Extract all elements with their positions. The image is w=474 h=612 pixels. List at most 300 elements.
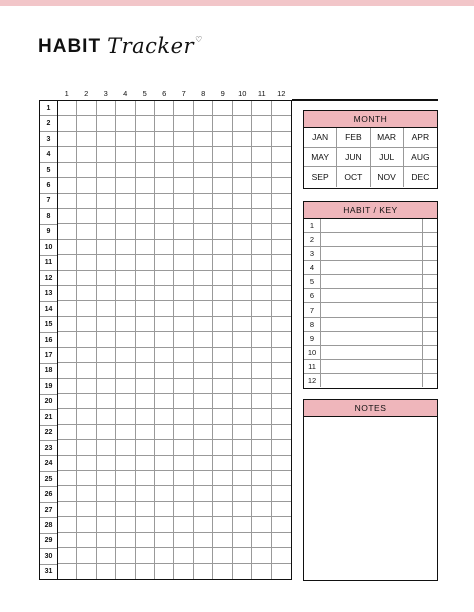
grid-cell[interactable] bbox=[194, 548, 213, 563]
grid-cell[interactable] bbox=[194, 409, 213, 424]
grid-cell[interactable] bbox=[272, 409, 291, 424]
grid-cell[interactable] bbox=[174, 394, 193, 409]
habit-name-field[interactable] bbox=[321, 233, 423, 246]
grid-cell[interactable] bbox=[58, 116, 77, 131]
grid-cell[interactable] bbox=[58, 394, 77, 409]
grid-cell[interactable] bbox=[252, 163, 271, 178]
grid-cell[interactable] bbox=[233, 548, 252, 563]
grid-cell[interactable] bbox=[155, 332, 174, 347]
grid-cell[interactable] bbox=[272, 486, 291, 501]
grid-cell[interactable] bbox=[97, 194, 116, 209]
grid-cell[interactable] bbox=[272, 394, 291, 409]
grid-cell[interactable] bbox=[174, 533, 193, 548]
grid-cell[interactable] bbox=[58, 240, 77, 255]
grid-cell[interactable] bbox=[116, 517, 135, 532]
grid-cell[interactable] bbox=[97, 271, 116, 286]
grid-cell[interactable] bbox=[194, 301, 213, 316]
grid-cell[interactable] bbox=[155, 564, 174, 579]
grid-cell[interactable] bbox=[97, 301, 116, 316]
grid-cell[interactable] bbox=[194, 486, 213, 501]
grid-cell[interactable] bbox=[116, 132, 135, 147]
grid-cell[interactable] bbox=[194, 101, 213, 116]
grid-cell[interactable] bbox=[155, 548, 174, 563]
grid-cell[interactable] bbox=[136, 409, 155, 424]
habit-name-field[interactable] bbox=[321, 247, 423, 260]
grid-cell[interactable] bbox=[77, 271, 96, 286]
grid-cell[interactable] bbox=[136, 194, 155, 209]
grid-cell[interactable] bbox=[155, 132, 174, 147]
habit-name-field[interactable] bbox=[321, 332, 423, 345]
grid-cell[interactable] bbox=[155, 178, 174, 193]
grid-cell[interactable] bbox=[136, 348, 155, 363]
grid-cell[interactable] bbox=[77, 178, 96, 193]
grid-cell[interactable] bbox=[272, 379, 291, 394]
grid-cell[interactable] bbox=[194, 271, 213, 286]
grid-cell[interactable] bbox=[97, 317, 116, 332]
grid-cell[interactable] bbox=[58, 533, 77, 548]
grid-cell[interactable] bbox=[116, 286, 135, 301]
grid-cell[interactable] bbox=[58, 425, 77, 440]
grid-cell[interactable] bbox=[174, 440, 193, 455]
grid-cell[interactable] bbox=[233, 379, 252, 394]
grid-cell[interactable] bbox=[77, 502, 96, 517]
grid-cell[interactable] bbox=[58, 471, 77, 486]
grid-cell[interactable] bbox=[77, 163, 96, 178]
grid-cell[interactable] bbox=[136, 209, 155, 224]
grid-cell[interactable] bbox=[116, 240, 135, 255]
grid-cell[interactable] bbox=[194, 502, 213, 517]
grid-cell[interactable] bbox=[233, 271, 252, 286]
grid-cell[interactable] bbox=[174, 194, 193, 209]
grid-cell[interactable] bbox=[155, 271, 174, 286]
grid-cell[interactable] bbox=[116, 363, 135, 378]
grid-cell[interactable] bbox=[233, 471, 252, 486]
grid-cell[interactable] bbox=[97, 548, 116, 563]
grid-cell[interactable] bbox=[116, 548, 135, 563]
grid-cell[interactable] bbox=[77, 471, 96, 486]
grid-cell[interactable] bbox=[213, 194, 232, 209]
grid-cell[interactable] bbox=[58, 517, 77, 532]
grid-cell[interactable] bbox=[213, 147, 232, 162]
grid-cell[interactable] bbox=[136, 301, 155, 316]
grid-cell[interactable] bbox=[97, 224, 116, 239]
grid-cell[interactable] bbox=[116, 101, 135, 116]
grid-cell[interactable] bbox=[116, 255, 135, 270]
grid-cell[interactable] bbox=[174, 101, 193, 116]
grid-cell[interactable] bbox=[233, 163, 252, 178]
grid-cell[interactable] bbox=[77, 101, 96, 116]
habit-key-box[interactable] bbox=[423, 219, 437, 232]
grid-cell[interactable] bbox=[174, 517, 193, 532]
grid-cell[interactable] bbox=[77, 517, 96, 532]
grid-cell[interactable] bbox=[77, 286, 96, 301]
grid-cell[interactable] bbox=[77, 394, 96, 409]
grid-cell[interactable] bbox=[136, 548, 155, 563]
grid-cell[interactable] bbox=[272, 317, 291, 332]
month-option[interactable]: JUN bbox=[337, 148, 370, 168]
habit-key-box[interactable] bbox=[423, 233, 437, 246]
grid-cell[interactable] bbox=[194, 425, 213, 440]
grid-cell[interactable] bbox=[252, 178, 271, 193]
grid-cell[interactable] bbox=[174, 502, 193, 517]
grid-cell[interactable] bbox=[174, 271, 193, 286]
grid-cell[interactable] bbox=[272, 101, 291, 116]
grid-cell[interactable] bbox=[252, 348, 271, 363]
grid-cell[interactable] bbox=[174, 425, 193, 440]
grid-cell[interactable] bbox=[252, 440, 271, 455]
grid-cell[interactable] bbox=[97, 255, 116, 270]
grid-cell[interactable] bbox=[272, 502, 291, 517]
grid-cell[interactable] bbox=[58, 348, 77, 363]
grid-cell[interactable] bbox=[213, 271, 232, 286]
grid-cell[interactable] bbox=[77, 301, 96, 316]
grid-cell[interactable] bbox=[58, 548, 77, 563]
grid-cell[interactable] bbox=[77, 533, 96, 548]
habit-name-field[interactable] bbox=[321, 275, 423, 288]
grid-cell[interactable] bbox=[58, 409, 77, 424]
grid-cell[interactable] bbox=[116, 456, 135, 471]
grid-cell[interactable] bbox=[213, 409, 232, 424]
grid-cell[interactable] bbox=[116, 486, 135, 501]
grid-cell[interactable] bbox=[155, 301, 174, 316]
habit-key-box[interactable] bbox=[423, 360, 437, 373]
grid-cell[interactable] bbox=[58, 564, 77, 579]
grid-cell[interactable] bbox=[116, 116, 135, 131]
grid-cell[interactable] bbox=[58, 301, 77, 316]
grid-cell[interactable] bbox=[272, 255, 291, 270]
grid-cell[interactable] bbox=[116, 409, 135, 424]
grid-cell[interactable] bbox=[213, 564, 232, 579]
grid-cell[interactable] bbox=[252, 101, 271, 116]
grid-cell[interactable] bbox=[194, 564, 213, 579]
grid-cell[interactable] bbox=[194, 456, 213, 471]
grid-cell[interactable] bbox=[77, 132, 96, 147]
grid-cell[interactable] bbox=[233, 533, 252, 548]
grid-cell[interactable] bbox=[233, 394, 252, 409]
grid-cell[interactable] bbox=[136, 271, 155, 286]
grid-cell[interactable] bbox=[213, 286, 232, 301]
grid-cell[interactable] bbox=[136, 363, 155, 378]
grid-cell[interactable] bbox=[97, 348, 116, 363]
grid-cell[interactable] bbox=[155, 486, 174, 501]
habit-name-field[interactable] bbox=[321, 374, 423, 387]
grid-cell[interactable] bbox=[194, 471, 213, 486]
grid-cell[interactable] bbox=[136, 317, 155, 332]
grid-cell[interactable] bbox=[194, 240, 213, 255]
grid-cell[interactable] bbox=[136, 471, 155, 486]
grid-cell[interactable] bbox=[233, 209, 252, 224]
grid-cell[interactable] bbox=[136, 379, 155, 394]
grid-cell[interactable] bbox=[194, 348, 213, 363]
grid-cell[interactable] bbox=[194, 517, 213, 532]
grid-cell[interactable] bbox=[77, 255, 96, 270]
grid-cell[interactable] bbox=[194, 178, 213, 193]
grid-cell[interactable] bbox=[174, 317, 193, 332]
grid-cell[interactable] bbox=[194, 163, 213, 178]
grid-cell[interactable] bbox=[174, 116, 193, 131]
grid-cell[interactable] bbox=[97, 286, 116, 301]
grid-cell[interactable] bbox=[58, 332, 77, 347]
habit-name-field[interactable] bbox=[321, 219, 423, 232]
grid-cell[interactable] bbox=[116, 533, 135, 548]
grid-cell[interactable] bbox=[155, 348, 174, 363]
grid-cell[interactable] bbox=[58, 255, 77, 270]
grid-cell[interactable] bbox=[233, 194, 252, 209]
grid-cell[interactable] bbox=[136, 440, 155, 455]
grid-cell[interactable] bbox=[174, 564, 193, 579]
grid-cell[interactable] bbox=[174, 224, 193, 239]
grid-cell[interactable] bbox=[155, 163, 174, 178]
grid-cell[interactable] bbox=[252, 147, 271, 162]
grid-cell[interactable] bbox=[136, 286, 155, 301]
grid-cell[interactable] bbox=[272, 116, 291, 131]
grid-cell[interactable] bbox=[136, 533, 155, 548]
grid-cell[interactable] bbox=[233, 440, 252, 455]
grid-cell[interactable] bbox=[233, 502, 252, 517]
grid-cell[interactable] bbox=[194, 194, 213, 209]
grid-cell[interactable] bbox=[272, 517, 291, 532]
grid-cell[interactable] bbox=[97, 440, 116, 455]
grid-cell[interactable] bbox=[174, 348, 193, 363]
grid-cell[interactable] bbox=[97, 240, 116, 255]
grid-cell[interactable] bbox=[174, 332, 193, 347]
grid-cell[interactable] bbox=[233, 224, 252, 239]
grid-cell[interactable] bbox=[116, 209, 135, 224]
grid-cell[interactable] bbox=[252, 132, 271, 147]
grid-cell[interactable] bbox=[155, 224, 174, 239]
grid-cell[interactable] bbox=[252, 548, 271, 563]
grid-cell[interactable] bbox=[155, 394, 174, 409]
grid-cell[interactable] bbox=[97, 132, 116, 147]
grid-cell[interactable] bbox=[174, 240, 193, 255]
grid-cell[interactable] bbox=[174, 132, 193, 147]
grid-cell[interactable] bbox=[272, 271, 291, 286]
grid-cell[interactable] bbox=[97, 502, 116, 517]
grid-cell[interactable] bbox=[58, 486, 77, 501]
habit-key-box[interactable] bbox=[423, 261, 437, 274]
grid-cell[interactable] bbox=[252, 317, 271, 332]
grid-cell[interactable] bbox=[136, 394, 155, 409]
grid-cell[interactable] bbox=[58, 132, 77, 147]
grid-cell[interactable] bbox=[213, 548, 232, 563]
grid-cell[interactable] bbox=[155, 425, 174, 440]
grid-cell[interactable] bbox=[97, 471, 116, 486]
grid-cell[interactable] bbox=[233, 255, 252, 270]
grid-cell[interactable] bbox=[97, 178, 116, 193]
grid-cell[interactable] bbox=[116, 348, 135, 363]
grid-cell[interactable] bbox=[213, 425, 232, 440]
grid-cell[interactable] bbox=[233, 101, 252, 116]
grid-cell[interactable] bbox=[155, 286, 174, 301]
grid-cell[interactable] bbox=[233, 456, 252, 471]
grid-cell[interactable] bbox=[272, 224, 291, 239]
grid-cell[interactable] bbox=[136, 101, 155, 116]
grid-cell[interactable] bbox=[77, 486, 96, 501]
grid-cell[interactable] bbox=[194, 132, 213, 147]
grid-cell[interactable] bbox=[77, 147, 96, 162]
grid-cell[interactable] bbox=[194, 379, 213, 394]
grid-cell[interactable] bbox=[252, 301, 271, 316]
grid-cell[interactable] bbox=[174, 178, 193, 193]
grid-cell[interactable] bbox=[97, 456, 116, 471]
grid-cell[interactable] bbox=[272, 425, 291, 440]
grid-cell[interactable] bbox=[136, 425, 155, 440]
grid-cell[interactable] bbox=[194, 394, 213, 409]
grid-cell[interactable] bbox=[213, 379, 232, 394]
grid-cell[interactable] bbox=[252, 194, 271, 209]
grid-cell[interactable] bbox=[233, 132, 252, 147]
grid-cell[interactable] bbox=[77, 224, 96, 239]
habit-name-field[interactable] bbox=[321, 303, 423, 316]
grid-cell[interactable] bbox=[77, 440, 96, 455]
grid-cell[interactable] bbox=[213, 240, 232, 255]
grid-cell[interactable] bbox=[136, 502, 155, 517]
grid-cell[interactable] bbox=[136, 517, 155, 532]
grid-cell[interactable] bbox=[252, 517, 271, 532]
grid-cell[interactable] bbox=[97, 564, 116, 579]
grid-cell[interactable] bbox=[213, 394, 232, 409]
grid-cell[interactable] bbox=[116, 471, 135, 486]
habit-key-box[interactable] bbox=[423, 346, 437, 359]
grid-cell[interactable] bbox=[155, 409, 174, 424]
grid-cell[interactable] bbox=[116, 224, 135, 239]
grid-cell[interactable] bbox=[233, 116, 252, 131]
grid-cell[interactable] bbox=[194, 440, 213, 455]
grid-cell[interactable] bbox=[97, 486, 116, 501]
grid-cell[interactable] bbox=[155, 209, 174, 224]
grid-cell[interactable] bbox=[116, 394, 135, 409]
grid-cell[interactable] bbox=[97, 332, 116, 347]
grid-cell[interactable] bbox=[213, 440, 232, 455]
grid-cell[interactable] bbox=[174, 255, 193, 270]
grid-cell[interactable] bbox=[213, 224, 232, 239]
grid-cell[interactable] bbox=[272, 348, 291, 363]
grid-cell[interactable] bbox=[136, 564, 155, 579]
grid-cell[interactable] bbox=[213, 301, 232, 316]
grid-cell[interactable] bbox=[272, 440, 291, 455]
grid-cell[interactable] bbox=[77, 548, 96, 563]
grid-cell[interactable] bbox=[233, 301, 252, 316]
grid-cell[interactable] bbox=[58, 163, 77, 178]
grid-cell[interactable] bbox=[194, 224, 213, 239]
grid-cell[interactable] bbox=[155, 471, 174, 486]
grid-cell[interactable] bbox=[213, 101, 232, 116]
grid-cell[interactable] bbox=[116, 440, 135, 455]
grid-cell[interactable] bbox=[272, 548, 291, 563]
grid-cell[interactable] bbox=[116, 332, 135, 347]
grid-cell[interactable] bbox=[174, 486, 193, 501]
grid-cell[interactable] bbox=[116, 147, 135, 162]
grid-cell[interactable] bbox=[58, 440, 77, 455]
grid-cell[interactable] bbox=[174, 548, 193, 563]
habit-name-field[interactable] bbox=[321, 360, 423, 373]
grid-cell[interactable] bbox=[272, 332, 291, 347]
grid-cell[interactable] bbox=[213, 163, 232, 178]
grid-cell[interactable] bbox=[174, 163, 193, 178]
grid-cell[interactable] bbox=[252, 471, 271, 486]
grid-cell[interactable] bbox=[116, 379, 135, 394]
grid-cell[interactable] bbox=[194, 332, 213, 347]
grid-cell[interactable] bbox=[233, 317, 252, 332]
grid-cell[interactable] bbox=[97, 147, 116, 162]
grid-cell[interactable] bbox=[155, 379, 174, 394]
habit-key-box[interactable] bbox=[423, 318, 437, 331]
grid-cell[interactable] bbox=[136, 240, 155, 255]
grid-cell[interactable] bbox=[272, 533, 291, 548]
grid-cell[interactable] bbox=[116, 271, 135, 286]
grid-cell[interactable] bbox=[272, 286, 291, 301]
grid-cell[interactable] bbox=[213, 517, 232, 532]
grid-cell[interactable] bbox=[77, 209, 96, 224]
month-option[interactable]: OCT bbox=[337, 167, 370, 187]
grid-cell[interactable] bbox=[272, 178, 291, 193]
grid-cell[interactable] bbox=[116, 163, 135, 178]
grid-cell[interactable] bbox=[213, 456, 232, 471]
grid-cell[interactable] bbox=[136, 224, 155, 239]
grid-cell[interactable] bbox=[194, 147, 213, 162]
grid-cell[interactable] bbox=[213, 533, 232, 548]
grid-cell[interactable] bbox=[77, 425, 96, 440]
month-option[interactable]: MAR bbox=[371, 128, 404, 148]
habit-name-field[interactable] bbox=[321, 261, 423, 274]
grid-cell[interactable] bbox=[155, 317, 174, 332]
grid-cell[interactable] bbox=[252, 363, 271, 378]
grid-cell[interactable] bbox=[77, 456, 96, 471]
grid-cell[interactable] bbox=[77, 363, 96, 378]
grid-cell[interactable] bbox=[136, 178, 155, 193]
grid-cell[interactable] bbox=[213, 332, 232, 347]
grid-cell[interactable] bbox=[252, 425, 271, 440]
grid-cell[interactable] bbox=[174, 456, 193, 471]
grid-cell[interactable] bbox=[174, 409, 193, 424]
grid-cell[interactable] bbox=[77, 564, 96, 579]
grid-cell[interactable] bbox=[252, 209, 271, 224]
grid-cell[interactable] bbox=[155, 363, 174, 378]
grid-cell[interactable] bbox=[155, 116, 174, 131]
grid-cell[interactable] bbox=[58, 224, 77, 239]
grid-cell[interactable] bbox=[116, 502, 135, 517]
month-option[interactable]: SEP bbox=[304, 167, 337, 187]
grid-cell[interactable] bbox=[213, 116, 232, 131]
grid-cell[interactable] bbox=[97, 101, 116, 116]
grid-cell[interactable] bbox=[116, 317, 135, 332]
grid-cell[interactable] bbox=[272, 240, 291, 255]
grid-cell[interactable] bbox=[58, 271, 77, 286]
grid-cell[interactable] bbox=[194, 116, 213, 131]
grid-cell[interactable] bbox=[194, 363, 213, 378]
grid-cell[interactable] bbox=[252, 255, 271, 270]
grid-cell[interactable] bbox=[77, 348, 96, 363]
month-option[interactable]: APR bbox=[404, 128, 437, 148]
grid-cell[interactable] bbox=[136, 147, 155, 162]
grid-cell[interactable] bbox=[155, 440, 174, 455]
grid-cell[interactable] bbox=[155, 194, 174, 209]
grid-cell[interactable] bbox=[155, 533, 174, 548]
grid-cell[interactable] bbox=[213, 317, 232, 332]
grid-cell[interactable] bbox=[58, 317, 77, 332]
grid-cell[interactable] bbox=[252, 409, 271, 424]
grid-cell[interactable] bbox=[155, 240, 174, 255]
month-option[interactable]: JAN bbox=[304, 128, 337, 148]
grid-cell[interactable] bbox=[58, 379, 77, 394]
grid-cell[interactable] bbox=[194, 255, 213, 270]
grid-cell[interactable] bbox=[194, 317, 213, 332]
habit-key-box[interactable] bbox=[423, 374, 437, 387]
month-option[interactable]: AUG bbox=[404, 148, 437, 168]
grid-cell[interactable] bbox=[58, 194, 77, 209]
grid-cell[interactable] bbox=[155, 255, 174, 270]
grid-cell[interactable] bbox=[155, 101, 174, 116]
